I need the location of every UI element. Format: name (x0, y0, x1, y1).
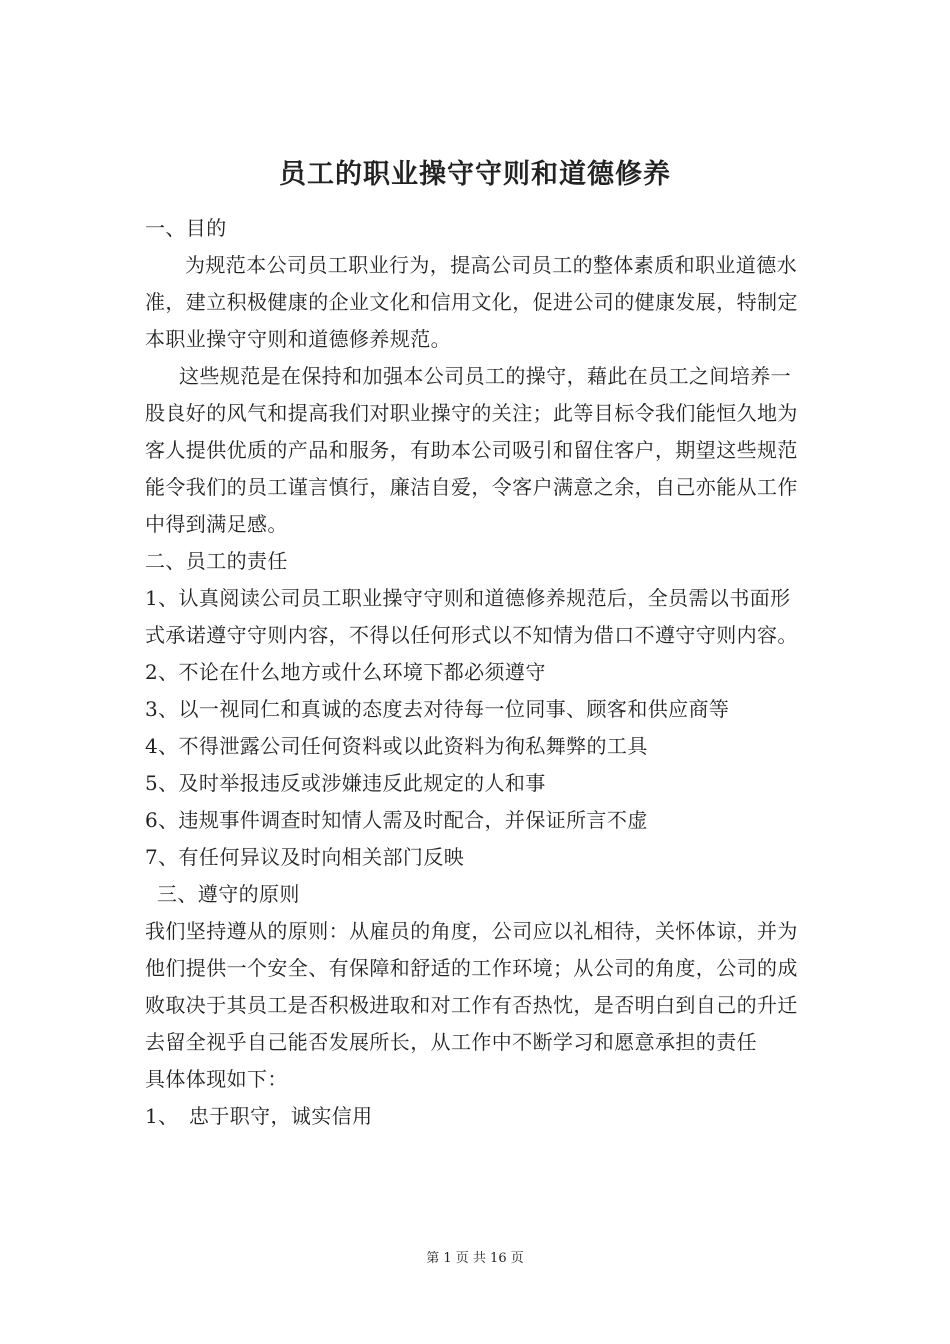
section-heading-purpose: 一、目的 (145, 216, 227, 240)
list-item: 2、不论在什么地方或什么环境下都必须遵守 (145, 660, 546, 684)
list-item: 4、不得泄露公司任何资料或以此资料为徇私舞弊的工具 (145, 734, 648, 758)
section-heading-responsibility: 二、员工的责任 (145, 549, 288, 573)
list-item: 7、有任何异议及时向相关部门反映 (145, 845, 465, 869)
list-item: 6、违规事件调查时知情人需及时配合，并保证所言不虚 (145, 808, 648, 832)
page-number-footer: 第 1 页 共 16 页 (426, 1251, 524, 1266)
paragraph-details-intro: 具体体现如下： (145, 1067, 288, 1091)
section-heading-principles: 三、遵守的原则 (157, 882, 300, 906)
paragraph-principles: 我们坚持遵从的原则：从雇员的角度，公司应以礼相待，关怀体谅，并为他们提供一个安全、有保障和舒适的工作环境；从公司的角度，公司的成败取决于其员工是否积极进取和对工作有否热忱，是否明白到自己的升迁去留全视乎自己能否发展所长，从工作中不断学习和愿意承担的责任 (145, 919, 798, 1054)
list-item: 5、及时举报违反或涉嫌违反此规定的人和事 (145, 771, 546, 795)
document-body (145, 210, 810, 1135)
document-title: 员工的职业操守守则和道德修养 (279, 159, 671, 190)
paragraph-purpose-1: 为规范本公司员工职业行为，提高公司员工的整体素质和职业道德水准，建立积极健康的企业文化和信用文化，促进公司的健康发展，特制定本职业操守守则和道德修养规范。 (145, 253, 798, 351)
list-item: 3、以一视同仁和真诚的态度去对待每一位同事、顾客和供应商等 (145, 697, 730, 721)
list-item: 1、 忠于职守，诚实信用 (145, 1104, 373, 1128)
list-item: 1、认真阅读公司员工职业操守守则和道德修养规范后，全员需以书面形式承诺遵守守则内容，不得以任何形式以不知情为借口不遵守守则内容。 (145, 586, 798, 647)
paragraph-purpose-2: 这些规范是在保持和加强本公司员工的操守，藉此在员工之间培养一股良好的风气和提高我们对职业操守的关注；此等目标令我们能恒久地为客人提供优质的产品和服务，有助本公司吸引和留住客户，期望这些规范能令我们的员工谨言慎行，廉洁自爱，令客户满意之余，自己亦能从工作中得到满足感。 (145, 364, 798, 536)
